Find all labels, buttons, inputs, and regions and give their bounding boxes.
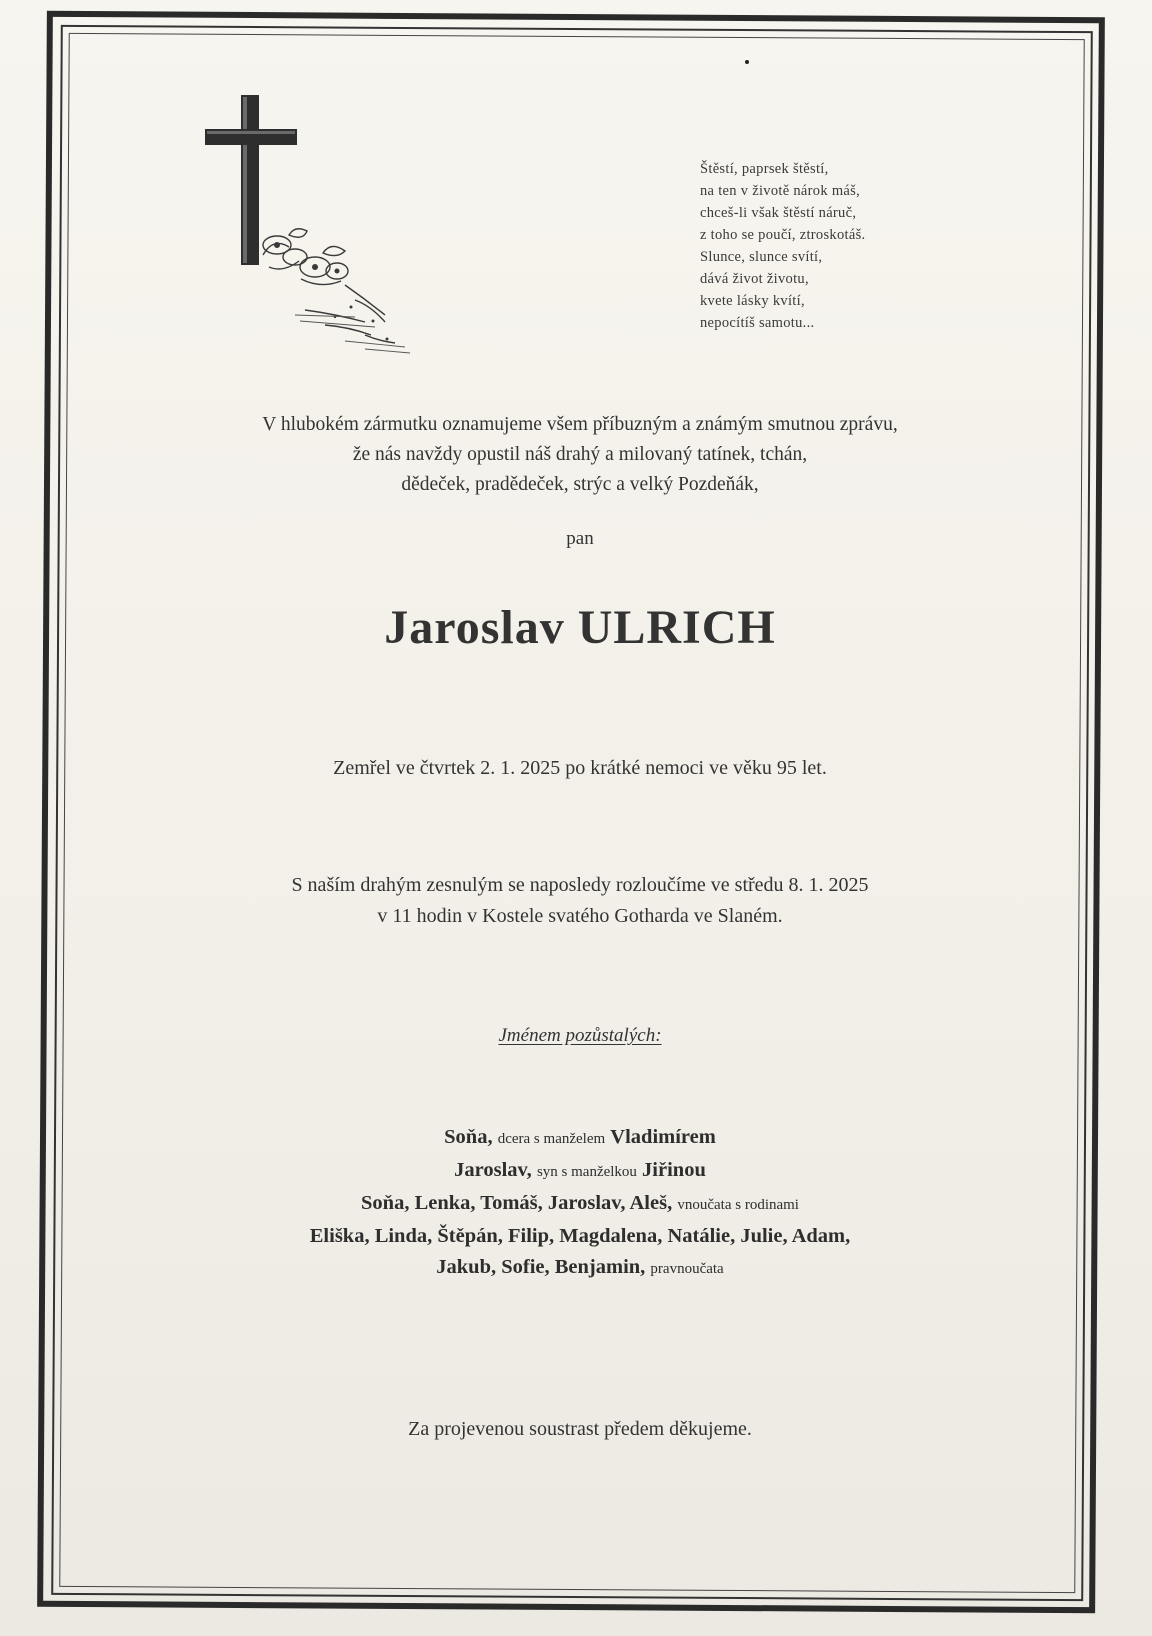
poem xyxy=(700,158,960,334)
poem-line: kvete lásky kvítí, xyxy=(700,293,805,309)
poem-line: dává život životu, xyxy=(700,271,809,287)
family-name: Jaroslav, xyxy=(454,1159,532,1181)
ink-dot xyxy=(745,60,749,64)
intro-line: dědeček, pradědeček, strýc a velký Pozdeňák, xyxy=(401,474,759,495)
funeral-line: S naším drahým zesnulým se naposledy rozloučíme ve středu 8. 1. 2025 xyxy=(291,874,869,896)
intro-line: V hlubokém zármutku oznamujeme všem příbuzným a známým smutnou zprávu, xyxy=(262,414,898,435)
family-names: Jakub, Sofie, Benjamin, xyxy=(436,1256,646,1278)
family-relation: vnoučata s rodinami xyxy=(677,1197,799,1213)
family-relation: dcera s manželem xyxy=(497,1131,606,1147)
family-name: Jiřinou xyxy=(642,1159,706,1181)
announcement-intro xyxy=(120,410,1040,500)
deceased-name: Jaroslav ULRICH xyxy=(384,601,776,654)
family-list xyxy=(120,1122,1040,1285)
honorific: pan xyxy=(566,528,594,549)
family-names: Eliška, Linda, Štěpán, Filip, Magdalena, Natálie, Julie, Adam, xyxy=(309,1225,851,1247)
family-line xyxy=(120,1122,1040,1155)
funeral-details xyxy=(120,870,1040,932)
family-line xyxy=(120,1221,1040,1252)
family-relation: syn s manželkou xyxy=(536,1164,637,1180)
poem-line: Štěstí, paprsek štěstí, xyxy=(700,161,829,177)
funeral-line: v 11 hodin v Kostele svatého Gotharda ve Slaném. xyxy=(377,905,783,927)
on-behalf-heading xyxy=(120,1025,1040,1047)
intro-line: že nás navždy opustil náš drahý a milovaný tatínek, tchán, xyxy=(352,444,808,465)
family-name: Soňa, xyxy=(444,1126,493,1148)
family-names: Soňa, Lenka, Tomáš, Jaroslav, Aleš, xyxy=(361,1192,673,1214)
on-behalf-text: Jménem pozůstalých: xyxy=(498,1025,662,1046)
family-line xyxy=(120,1252,1040,1285)
poem-line: nepocítíš samotu... xyxy=(700,315,815,331)
poem-line: chceš-li však štěstí náruč, xyxy=(700,205,857,221)
death-notice: Zemřel ve čtvrtek 2. 1. 2025 po krátké nemoci ve věku 95 let. xyxy=(333,757,827,779)
poem-line: z toho se poučí, ztroskotáš. xyxy=(700,227,866,243)
family-relation: pravnoučata xyxy=(650,1261,724,1277)
family-name: Vladimírem xyxy=(610,1126,716,1148)
poem-line: na ten v životě nárok máš, xyxy=(700,183,861,199)
cross-with-flowers-icon xyxy=(205,95,435,365)
family-line xyxy=(120,1188,1040,1221)
poem-line: Slunce, slunce svítí, xyxy=(700,249,823,265)
thanks-note: Za projevenou soustrast předem děkujeme. xyxy=(408,1418,752,1440)
family-line xyxy=(120,1155,1040,1188)
